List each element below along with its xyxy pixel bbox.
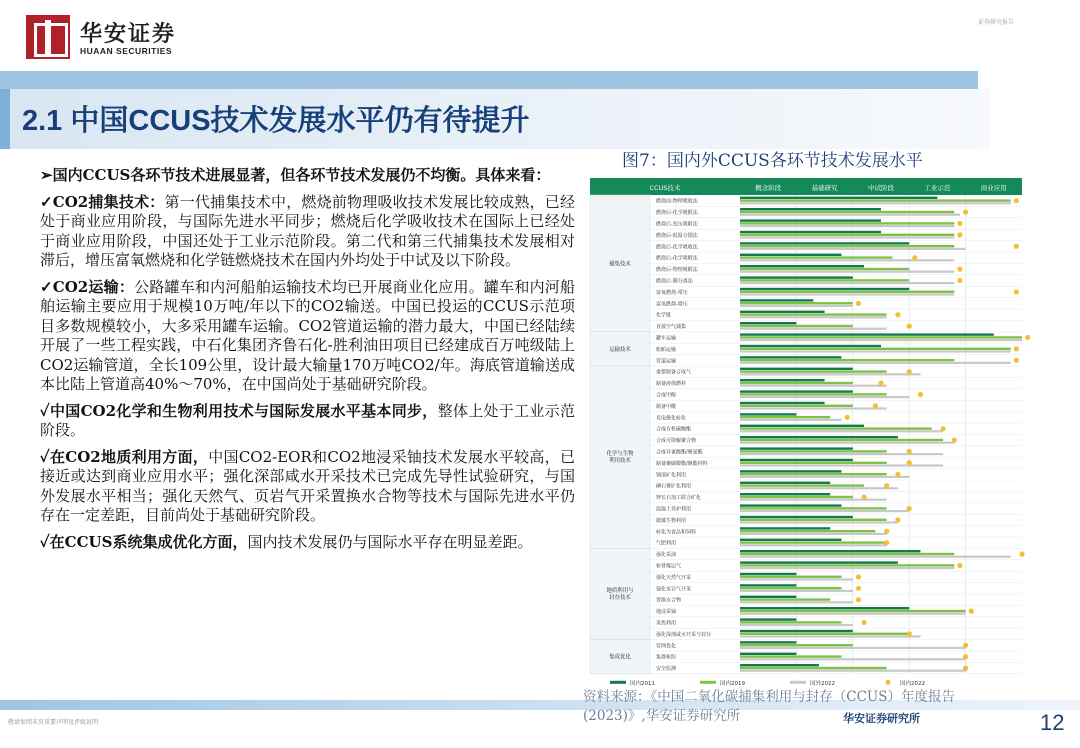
- dot-domestic-2022: [963, 643, 968, 648]
- group-cell: [590, 548, 650, 639]
- slide-title: 2.1 中国CCUS技术发展水平仍有待提升: [22, 105, 530, 137]
- dot-domestic-2022: [907, 631, 912, 636]
- bar-foreign-2022: [740, 613, 966, 615]
- header-accent-bar: [0, 71, 978, 89]
- bullet-paragraph: [40, 402, 575, 441]
- bar-domestic-2011: [740, 254, 842, 256]
- tech-label: 安全监测: [656, 666, 677, 673]
- bar-foreign-2022: [740, 476, 909, 478]
- bar-domestic-2019: [740, 519, 887, 521]
- tech-label: 燃烧后-膜分离法: [656, 278, 693, 285]
- bar-domestic-2011: [740, 653, 796, 655]
- bar-domestic-2011: [740, 630, 853, 632]
- bar-domestic-2019: [740, 405, 853, 407]
- bar-foreign-2022: [740, 442, 954, 444]
- ccus-tech-level-chart: [590, 178, 1022, 687]
- dot-domestic-2022: [895, 517, 900, 522]
- tech-label: 驱替煤层气: [656, 563, 682, 570]
- stage-header-label: 工业示范: [924, 184, 951, 192]
- bar-domestic-2019: [740, 587, 842, 589]
- bar-foreign-2022: [740, 202, 1011, 204]
- tech-label: 混凝土养护利用: [656, 506, 692, 513]
- dot-domestic-2022: [1014, 358, 1019, 363]
- dot-domestic-2022: [895, 312, 900, 317]
- bar-domestic-2011: [740, 447, 853, 449]
- group-label: 运输技术: [609, 346, 631, 353]
- bar-foreign-2022: [740, 670, 966, 672]
- dot-domestic-2022: [884, 529, 889, 534]
- bar-foreign-2022: [740, 510, 909, 512]
- tech-label: 地浸采铀: [656, 609, 677, 616]
- bar-foreign-2022: [740, 647, 966, 649]
- tech-label: 微藻生物利用: [656, 517, 687, 524]
- bar-domestic-2011: [740, 482, 830, 484]
- dot-domestic-2022: [1019, 552, 1024, 557]
- bar-domestic-2019: [740, 256, 892, 258]
- dot-domestic-2022: [907, 369, 912, 374]
- bar-domestic-2019: [740, 382, 853, 384]
- bar-domestic-2019: [740, 325, 853, 327]
- bar-foreign-2022: [740, 282, 954, 284]
- bar-domestic-2011: [740, 231, 881, 233]
- bar-domestic-2011: [740, 265, 864, 267]
- bar-foreign-2022: [740, 293, 954, 295]
- bar-foreign-2022: [740, 464, 943, 466]
- bar-domestic-2019: [740, 598, 830, 600]
- bar-foreign-2022: [740, 430, 943, 432]
- bar-domestic-2019: [740, 393, 887, 395]
- tech-label: 燃烧前-物理吸收法: [656, 198, 698, 205]
- bar-domestic-2011: [740, 288, 909, 290]
- dot-domestic-2022: [884, 483, 889, 488]
- tech-label: 强化深部咸水开采与封存: [656, 631, 712, 638]
- bar-domestic-2019: [740, 416, 830, 418]
- brand-name-cn: 华安证券: [80, 21, 177, 47]
- bullet-paragraph: [40, 193, 575, 271]
- brand-name-en: HUAAN SECURITIES: [80, 46, 173, 56]
- tech-label: 转化为食品和饲料: [656, 529, 697, 536]
- tech-label: 燃烧后-变压吸附法: [656, 221, 698, 228]
- tech-label: 燃烧后-化学吸收法: [656, 244, 698, 251]
- bar-domestic-2011: [740, 596, 796, 598]
- tech-label: 制备聚碳酸酯/聚酯材料: [656, 460, 708, 467]
- stage-header-label: 商业应用: [980, 184, 1007, 192]
- bar-domestic-2019: [740, 484, 864, 486]
- bullet-paragraph: [40, 448, 575, 526]
- legend-swatch: [700, 681, 716, 684]
- dot-domestic-2022: [957, 232, 962, 237]
- tech-label: 采热利用: [656, 620, 677, 627]
- bar-domestic-2019: [740, 462, 887, 464]
- bar-domestic-2019: [740, 245, 954, 247]
- bar-domestic-2019: [740, 576, 842, 578]
- dot-domestic-2022: [907, 449, 912, 454]
- bullet-body: 第一代捕集技术中，燃烧前物理吸收技术发展比较成熟，已经处于商业应用阶段，与国际先进水平同步；燃烧后化学吸收技术在国际上已经处于商业应用阶段，中国还处于工业示范阶段。第二代和第三代捕集技术发展相对滞后，增压富氧燃烧和化学链燃烧技术在国内外均处于中试及以下阶段。: [40, 192, 575, 269]
- tech-label: 管道运输: [656, 358, 677, 365]
- bar-foreign-2022: [740, 328, 887, 330]
- bar-domestic-2019: [740, 496, 853, 498]
- bar-domestic-2011: [740, 356, 842, 358]
- bar-domestic-2019: [740, 655, 842, 657]
- bar-foreign-2022: [740, 590, 853, 592]
- bar-domestic-2011: [740, 459, 853, 461]
- bar-domestic-2011: [740, 470, 842, 472]
- bar-domestic-2019: [740, 610, 966, 612]
- dot-domestic-2022: [957, 563, 962, 568]
- bar-foreign-2022: [740, 225, 954, 227]
- bullet-paragraph: [40, 278, 575, 395]
- bar-domestic-2019: [740, 541, 887, 543]
- bar-foreign-2022: [740, 487, 898, 489]
- tech-label: 罐车运输: [656, 335, 677, 342]
- bar-domestic-2011: [740, 550, 920, 552]
- tech-label: 光电催化转化: [656, 415, 687, 422]
- tech-label: 化学链: [656, 312, 672, 319]
- bar-domestic-2019: [740, 291, 954, 293]
- bar-foreign-2022: [740, 214, 960, 216]
- tech-label: 合成异氰酸酯/聚氨酯: [656, 449, 703, 456]
- bar-foreign-2022: [740, 236, 954, 238]
- dot-domestic-2022: [963, 666, 968, 671]
- dot-domestic-2022: [856, 597, 861, 602]
- bar-domestic-2011: [740, 390, 853, 392]
- dot-domestic-2022: [856, 586, 861, 591]
- group-label: 集成优化: [609, 654, 631, 661]
- tech-label: 燃烧后-化学吸附法: [656, 210, 698, 217]
- bar-domestic-2019: [740, 336, 1022, 338]
- bar-domestic-2019: [740, 564, 954, 566]
- bar-domestic-2019: [740, 359, 954, 361]
- tech-label: 磷石膏矿化利用: [656, 483, 692, 490]
- bar-domestic-2011: [740, 345, 881, 347]
- bar-foreign-2022: [740, 407, 887, 409]
- dot-domestic-2022: [907, 460, 912, 465]
- tech-label: 钢渣矿化利用: [656, 472, 687, 479]
- dot-domestic-2022: [963, 654, 968, 659]
- tech-label: 集群枢纽: [656, 654, 677, 661]
- legend-label: 国内2011: [630, 680, 655, 687]
- dot-domestic-2022: [861, 620, 866, 625]
- dot-domestic-2022: [856, 301, 861, 306]
- tech-label: 船舶运输: [656, 346, 677, 353]
- tech-label: 富氧燃烧-常压: [656, 289, 688, 296]
- bar-domestic-2019: [740, 268, 909, 270]
- bar-domestic-2011: [740, 573, 796, 575]
- stage-header-label: 基础研究: [811, 184, 838, 192]
- footer-org: 华安证券研究所: [843, 712, 920, 725]
- brand-logo-icon: [26, 15, 70, 59]
- report-type-label: 证券研究报告: [977, 19, 1014, 26]
- bullet-body: 国内技术发展仍与国际水平存在明显差距。: [247, 532, 533, 551]
- dot-domestic-2022: [861, 495, 866, 500]
- footer-disclaimer: 敬请参阅末页重要声明及评级说明: [8, 719, 99, 726]
- body-text: [40, 166, 575, 559]
- bar-foreign-2022: [740, 339, 1022, 341]
- bar-domestic-2019: [740, 222, 954, 224]
- legend-swatch: [610, 681, 626, 684]
- dot-domestic-2022: [1025, 335, 1030, 340]
- stage-header-label: 中试阶段: [868, 184, 894, 192]
- chart-header-label: CCUS技术: [649, 184, 681, 192]
- source-line-1: 资料来源：《中国二氧化碳捕集利用与封存（CCUS）年度报告: [583, 689, 956, 705]
- dot-domestic-2022: [856, 574, 861, 579]
- bar-domestic-2011: [740, 379, 825, 381]
- tech-label: 合成可降解聚合物: [656, 438, 697, 445]
- bar-domestic-2011: [740, 333, 994, 335]
- bar-foreign-2022: [740, 305, 853, 307]
- dot-domestic-2022: [969, 609, 974, 614]
- bar-domestic-2011: [740, 527, 830, 529]
- bar-foreign-2022: [740, 544, 887, 546]
- bar-foreign-2022: [740, 533, 887, 535]
- bar-domestic-2011: [740, 322, 796, 324]
- tech-label: 强化天然气开采: [656, 574, 692, 581]
- bar-domestic-2019: [740, 633, 909, 635]
- bar-domestic-2011: [740, 413, 796, 415]
- bar-domestic-2019: [740, 553, 954, 555]
- tech-label: 强化页岩气开采: [656, 586, 692, 593]
- bar-foreign-2022: [740, 419, 842, 421]
- dot-domestic-2022: [963, 210, 968, 215]
- source-line-2: (2023)》,华安证券研究所: [583, 708, 741, 724]
- bar-domestic-2019: [740, 279, 909, 281]
- page-number: 12: [1040, 710, 1065, 735]
- bar-domestic-2019: [740, 644, 853, 646]
- bar-foreign-2022: [740, 567, 954, 569]
- tech-label: 气肥利用: [656, 540, 677, 547]
- bar-domestic-2019: [740, 621, 842, 623]
- dot-domestic-2022: [845, 415, 850, 420]
- tech-label: 置换水合物: [656, 597, 682, 604]
- bar-domestic-2019: [740, 313, 887, 315]
- dot-domestic-2022: [895, 472, 900, 477]
- bullet-body: 公路罐车和内河船舶运输技术均已开展商业化应用。罐车和内河船舶运输主要应用于规模10万吨/年以下的CO2输送。中国已投运的CCUS示范项目多数规模较小，大多采用罐车运输。CO2管道运输的潜力最大，中国已经陆续开展了一些工程实践，中石化集团齐鲁石化-胜利油田项目已经建成百万吨级陆上CO2运输管道，全长109公里，设计最大输量170万吨CO2/年。海底管道输送成本比陆上管道高40%～70%，在中国尚处于基础研究阶段。: [40, 277, 575, 393]
- bar-domestic-2011: [740, 539, 842, 541]
- dot-domestic-2022: [952, 438, 957, 443]
- legend-swatch: [790, 681, 806, 684]
- bar-domestic-2011: [740, 219, 881, 221]
- dot-domestic-2022: [878, 381, 883, 386]
- tech-label: 合成甲醇: [656, 392, 677, 399]
- dot-domestic-2022: [1014, 244, 1019, 249]
- bar-domestic-2011: [740, 402, 825, 404]
- legend-label: 国内2019: [720, 680, 745, 687]
- bar-foreign-2022: [740, 601, 853, 603]
- bar-foreign-2022: [740, 635, 920, 637]
- bullet-body: 整体上处于工业示范阶段。: [40, 401, 575, 439]
- bar-foreign-2022: [740, 556, 1011, 558]
- bar-domestic-2011: [740, 584, 796, 586]
- bullet-body: 中国CO2-EOR和CO2地浸采铀技术发展水平较高，已接近或达到商业应用水平；强化深部咸水开采技术已完成先导性试验研究，与国外发展水平相当；强化天然气、页岩气开采置换水合物等技术与国际先进水平仍存在一定差距，目前尚处于基础研究阶段。: [40, 447, 575, 524]
- bar-foreign-2022: [740, 578, 853, 580]
- figure-title: 图7：国内外CCUS各环节技术发展水平: [622, 151, 923, 171]
- bar-domestic-2019: [740, 348, 1011, 350]
- bar-domestic-2019: [740, 234, 954, 236]
- dot-domestic-2022: [940, 426, 945, 431]
- bar-domestic-2011: [740, 516, 853, 518]
- bar-domestic-2011: [740, 242, 909, 244]
- bar-foreign-2022: [740, 521, 898, 523]
- bar-foreign-2022: [740, 316, 887, 318]
- bar-domestic-2011: [740, 561, 898, 563]
- dot-domestic-2022: [1014, 289, 1019, 294]
- tech-label: 重整制备合成气: [656, 369, 692, 376]
- bullet-paragraph: [40, 166, 575, 186]
- bar-domestic-2011: [740, 311, 825, 313]
- bar-domestic-2019: [740, 427, 932, 429]
- bar-domestic-2019: [740, 473, 887, 475]
- tech-label: 燃烧后-化学吸附法: [656, 255, 698, 262]
- dot-domestic-2022: [1014, 198, 1019, 203]
- bullet-lead: ✓在CO2地质利用方面，: [40, 447, 209, 466]
- bar-foreign-2022: [740, 362, 1011, 364]
- tech-label: 制备液体燃料: [656, 381, 687, 388]
- bar-domestic-2011: [740, 664, 819, 666]
- bar-domestic-2019: [740, 302, 853, 304]
- dot-domestic-2022: [907, 324, 912, 329]
- tech-label: 富氧燃烧-增压: [656, 301, 688, 308]
- bar-domestic-2019: [740, 439, 943, 441]
- bar-foreign-2022: [740, 658, 966, 660]
- bar-domestic-2011: [740, 208, 881, 210]
- bar-domestic-2011: [740, 493, 830, 495]
- bullet-lead: ✓CO2捕集技术：: [40, 192, 165, 211]
- bar-foreign-2022: [740, 624, 853, 626]
- bar-domestic-2011: [740, 436, 898, 438]
- tech-label: 直接空气捕集: [656, 324, 687, 331]
- tech-label: 燃烧后-物理吸附法: [656, 267, 698, 274]
- bar-foreign-2022: [740, 373, 920, 375]
- dot-domestic-2022: [957, 278, 962, 283]
- bar-domestic-2011: [740, 299, 813, 301]
- dot-domestic-2022: [918, 392, 923, 397]
- bar-foreign-2022: [740, 385, 887, 387]
- bar-domestic-2011: [740, 276, 853, 278]
- bar-foreign-2022: [740, 350, 1011, 352]
- tech-label: 强化采油: [656, 552, 677, 559]
- bar-foreign-2022: [740, 259, 954, 261]
- bar-foreign-2022: [740, 453, 943, 455]
- bullet-lead: ✓中国CO2化学和生物利用技术与国际发展水平基本同步，: [40, 401, 438, 420]
- bar-domestic-2011: [740, 504, 842, 506]
- tech-label: 燃烧后-低温分馏法: [656, 232, 698, 239]
- bar-domestic-2011: [740, 368, 853, 370]
- stage-header-label: 概念阶段: [755, 184, 782, 192]
- dot-domestic-2022: [957, 267, 962, 272]
- group-label: 地质利用与封存技术: [606, 588, 634, 601]
- bar-domestic-2011: [740, 641, 796, 643]
- dot-domestic-2022: [1014, 346, 1019, 351]
- bar-domestic-2011: [740, 425, 864, 427]
- bar-foreign-2022: [740, 248, 966, 250]
- tech-label: 合成有机碳酸酯: [656, 426, 692, 433]
- legend-swatch: [885, 680, 890, 685]
- bullet-lead: ✓在CCUS系统集成优化方面，: [40, 532, 248, 551]
- bar-domestic-2019: [740, 530, 875, 532]
- tech-label: 钾长石加工联合矿化: [656, 495, 702, 502]
- bar-domestic-2019: [740, 450, 887, 452]
- dot-domestic-2022: [873, 403, 878, 408]
- bar-domestic-2011: [740, 618, 796, 620]
- bar-domestic-2011: [740, 197, 937, 199]
- figure-source: [583, 688, 1003, 726]
- dot-domestic-2022: [912, 255, 917, 260]
- dot-domestic-2022: [884, 540, 889, 545]
- tech-label: 制备甲酸: [656, 403, 677, 410]
- bar-foreign-2022: [740, 396, 909, 398]
- dot-domestic-2022: [907, 506, 912, 511]
- bar-domestic-2019: [740, 667, 887, 669]
- legend-label: 国内2022: [900, 680, 925, 687]
- bar-domestic-2019: [740, 211, 954, 213]
- bullet-lead: ✓CO2运输：: [40, 277, 135, 296]
- group-label: 化学与生物利用技术: [606, 451, 634, 465]
- bar-domestic-2019: [740, 199, 1011, 201]
- bar-domestic-2019: [740, 370, 887, 372]
- bullet-paragraph: [40, 533, 575, 553]
- bar-foreign-2022: [740, 271, 954, 273]
- bullet-lead: ➢国内CCUS各环节技术进展显著，但各环节技术发展仍不均衡。具体来看：: [40, 166, 551, 184]
- title-side-accent: [0, 89, 10, 149]
- bar-domestic-2019: [740, 507, 887, 509]
- tech-label: 管网优化: [656, 643, 677, 650]
- legend-label: 国外2022: [810, 680, 835, 687]
- dot-domestic-2022: [957, 221, 962, 226]
- bar-domestic-2011: [740, 607, 909, 609]
- group-label: 捕集技术: [609, 261, 631, 268]
